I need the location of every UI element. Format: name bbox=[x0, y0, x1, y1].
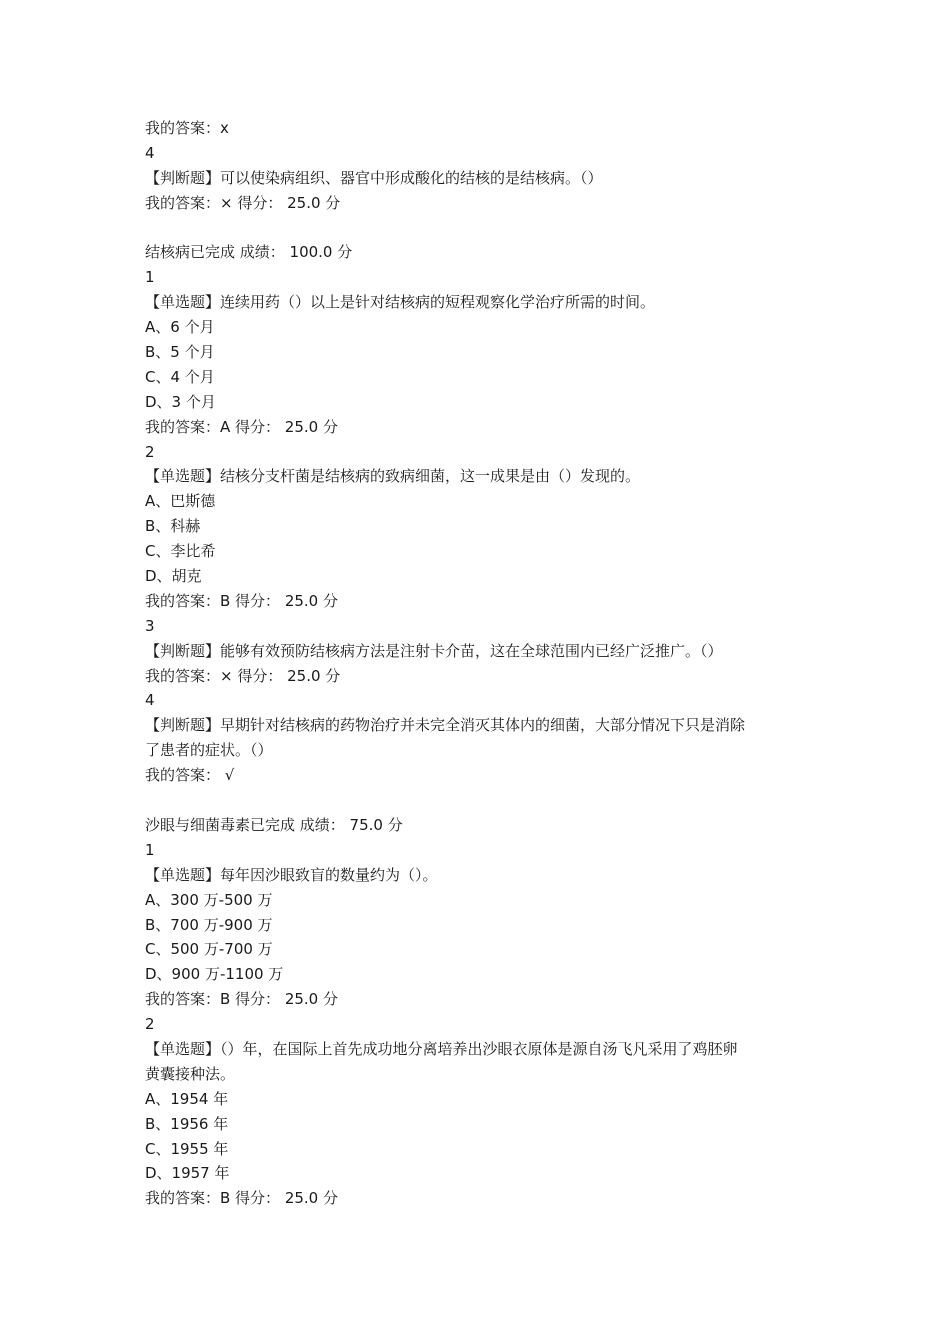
text-line: 我的答案： √ bbox=[145, 766, 235, 785]
text-line: 【单选题】连续用药（）以上是针对结核病的短程观察化学治疗所需的时间。 bbox=[145, 293, 656, 312]
blank-line bbox=[145, 216, 815, 241]
text-line: A、1954 年 bbox=[145, 1089, 229, 1108]
text-line: 我的答案：B 得分： 25.0 分 bbox=[145, 1189, 338, 1208]
document-page bbox=[145, 116, 815, 1211]
text-line: 我的答案：B 得分： 25.0 分 bbox=[145, 591, 338, 610]
text-line: 沙眼与细菌毒素已完成 成绩： 75.0 分 bbox=[145, 815, 403, 834]
text-line: B、700 万-900 万 bbox=[145, 915, 273, 934]
text-line: B、科赫 bbox=[145, 517, 201, 536]
text-line: 黄囊接种法。 bbox=[145, 1064, 236, 1083]
text-line: 【单选题】每年因沙眼致盲的数量约为（）。 bbox=[145, 865, 438, 884]
text-line: 我的答案：B 得分： 25.0 分 bbox=[145, 990, 338, 1009]
text-line: 2 bbox=[145, 1015, 155, 1034]
text-line: 我的答案：x bbox=[145, 119, 229, 137]
text-line: 【判断题】早期针对结核病的药物治疗并未完全消灭其体内的细菌，大部分情况下只是消除 bbox=[145, 716, 746, 735]
text-line: D、胡克 bbox=[145, 567, 202, 586]
text-line: 我的答案：× 得分： 25.0 分 bbox=[145, 193, 341, 212]
blank-line bbox=[145, 788, 815, 813]
text-line: 4 bbox=[145, 143, 155, 162]
text-line: C、李比希 bbox=[145, 542, 216, 561]
text-line: 【单选题】（）年，在国际上首先成功地分离培养出沙眼衣原体是源自汤飞凡采用了鸡胚卵 bbox=[145, 1039, 738, 1058]
text-line: 3 bbox=[145, 616, 155, 635]
text-line: A、巴斯德 bbox=[145, 492, 216, 511]
text-line: D、900 万-1100 万 bbox=[145, 965, 284, 984]
text-line: 我的答案：× 得分： 25.0 分 bbox=[145, 666, 341, 685]
text-line: 【判断题】能够有效预防结核病方法是注射卡介苗，这在全球范围内已经广泛推广。（） bbox=[145, 641, 723, 660]
text-line: 2 bbox=[145, 442, 155, 461]
text-line: D、1957 年 bbox=[145, 1164, 230, 1183]
text-line: 4 bbox=[145, 691, 155, 710]
text-line: B、1956 年 bbox=[145, 1114, 229, 1133]
text-line: 1 bbox=[145, 268, 155, 287]
text-line: A、300 万-500 万 bbox=[145, 890, 273, 909]
text-line: 【单选题】结核分支杆菌是结核病的致病细菌，这一成果是由（）发现的。 bbox=[145, 467, 641, 486]
text-line: D、3 个月 bbox=[145, 392, 216, 411]
text-line: 结核病已完成 成绩： 100.0 分 bbox=[145, 243, 353, 262]
text-line: C、1955 年 bbox=[145, 1139, 229, 1158]
text-line: 【判断题】可以使染病组织、器官中形成酸化的结核的是结核病。（） bbox=[145, 168, 603, 187]
text-line: B、5 个月 bbox=[145, 343, 215, 362]
text-line: A、6 个月 bbox=[145, 318, 215, 337]
text-line: 了患者的症状。（） bbox=[145, 741, 273, 760]
text-line: 我的答案：A 得分： 25.0 分 bbox=[145, 417, 338, 436]
text-line: C、4 个月 bbox=[145, 367, 215, 386]
text-line: 1 bbox=[145, 840, 155, 859]
text-line: C、500 万-700 万 bbox=[145, 940, 273, 959]
